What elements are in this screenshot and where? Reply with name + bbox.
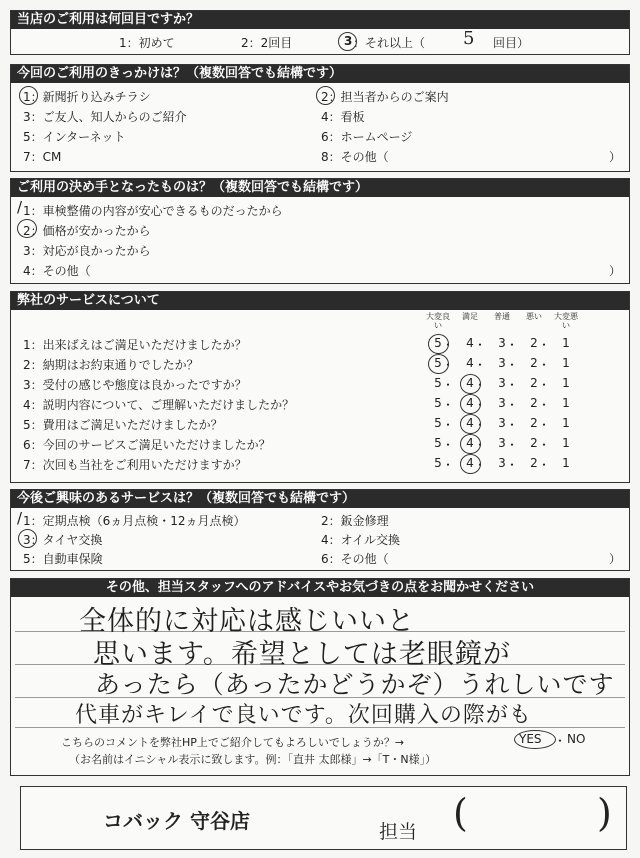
shop-name: コバック 守谷店 bbox=[103, 809, 250, 833]
rating-option-4-2[interactable]: 2 bbox=[530, 396, 538, 410]
consent-no[interactable]: NO bbox=[567, 732, 586, 746]
rating-dot-separator: ・ bbox=[474, 438, 487, 452]
rating-option-3-1[interactable]: 1 bbox=[562, 376, 570, 390]
rating-dot-separator: ・ bbox=[442, 378, 455, 392]
q2-item-2-label: ：担当者からのご案内 bbox=[328, 90, 449, 104]
q3-item-3-num: 3 bbox=[23, 244, 31, 258]
q2-item-3-label: ：ご友人、知人からのご紹介 bbox=[30, 110, 187, 124]
q2-item-2-num: 2 bbox=[321, 90, 329, 104]
rating-dot-separator: ・ bbox=[538, 378, 551, 392]
q3-item-3[interactable] bbox=[23, 242, 151, 259]
q1-header: 当店のご利用は何回目ですか？ bbox=[11, 11, 629, 29]
q2-item-8-label: ：その他（ bbox=[328, 150, 389, 164]
q3-item-4-num: 4 bbox=[23, 264, 31, 278]
rating-option-5-3[interactable]: 3 bbox=[498, 416, 506, 430]
rating-dot-separator: ・ bbox=[506, 438, 519, 452]
rating-dot-separator: ・ bbox=[538, 358, 551, 372]
q5-header: 今後ご興味のあるサービスは？（複数回答でも結構です） bbox=[11, 490, 629, 508]
q5-item-6-label: ：その他（ bbox=[328, 552, 389, 566]
rating-option-2-3[interactable]: 3 bbox=[498, 356, 506, 370]
hp-consent-question: こちらのコメントを弊社HP上でご紹介してもよろしいでしょうか？→ bbox=[61, 736, 405, 749]
q3-item-3-label: ：対応が良かったから bbox=[30, 244, 151, 258]
q2-item-5[interactable] bbox=[23, 128, 126, 145]
q1-section bbox=[10, 10, 630, 55]
rating-option-5-4[interactable]: 4 bbox=[466, 416, 474, 430]
q4-header: 弊社のサービスについて bbox=[11, 292, 629, 310]
comment-handwritten-line-3: あったら（あったかどうかぞ）うれしいです bbox=[95, 670, 615, 699]
q2-item-1-num: 1 bbox=[23, 90, 31, 104]
rating-question-5: 5：費用はご満足いただけましたか？ bbox=[23, 418, 223, 432]
rating-option-5-2[interactable]: 2 bbox=[530, 416, 538, 430]
q2-item-5-num: 5 bbox=[23, 130, 31, 144]
comment-handwritten-line-2: 思います。希望としては老眼鏡が bbox=[93, 639, 511, 670]
q3-item-2-num: 2 bbox=[23, 224, 31, 238]
q2-section bbox=[10, 64, 630, 172]
rating-dot-separator: ・ bbox=[474, 398, 487, 412]
q2-item-8-num: 8 bbox=[321, 150, 329, 164]
rating-question-1: 1：出来ばえはご満足いただけましたか？ bbox=[23, 338, 247, 352]
rating-question-4: 4：説明内容について、ご理解いただけましたか？ bbox=[23, 398, 295, 412]
rating-option-7-2[interactable]: 2 bbox=[530, 456, 538, 470]
q5-item-6[interactable] bbox=[321, 550, 389, 567]
rating-option-6-4[interactable]: 4 bbox=[466, 436, 474, 450]
q4-section bbox=[10, 291, 630, 483]
rating-option-5-1[interactable]: 1 bbox=[562, 416, 570, 430]
rating-dot-separator: ・ bbox=[538, 398, 551, 412]
footer-box bbox=[20, 786, 627, 850]
rating-dot-separator: ・ bbox=[442, 338, 455, 352]
rating-answer-circle-6 bbox=[460, 434, 481, 454]
q5-item-6-close: ） bbox=[609, 552, 622, 566]
rating-answer-circle-5 bbox=[460, 414, 481, 434]
q3-section bbox=[10, 178, 630, 284]
q6-section bbox=[10, 578, 630, 776]
q5-check-1: / bbox=[17, 509, 23, 527]
q2-item-8[interactable] bbox=[321, 148, 389, 165]
rating-answer-circle-7 bbox=[460, 454, 481, 474]
q5-item-5-label: ：自動車保険 bbox=[30, 552, 103, 566]
q3-item-4[interactable] bbox=[23, 262, 91, 279]
rating-answer-circle-2 bbox=[428, 354, 449, 374]
consent-separator: ・ bbox=[554, 734, 567, 748]
q5-item-4-num: 4 bbox=[321, 533, 329, 547]
q3-item-2[interactable] bbox=[23, 222, 151, 239]
rating-option-2-5[interactable]: 5 bbox=[434, 356, 442, 370]
rating-dot-separator: ・ bbox=[442, 458, 455, 472]
rating-option-1-1[interactable]: 1 bbox=[562, 336, 570, 350]
q2-item-6-num: 6 bbox=[321, 130, 329, 144]
rating-option-2-2[interactable]: 2 bbox=[530, 356, 538, 370]
rating-dot-separator: ・ bbox=[506, 338, 519, 352]
q5-item-3[interactable] bbox=[23, 531, 102, 548]
initials-note: （お名前はイニシャル表示に致します。例：「直井 太郎様」→「T・N様」） bbox=[69, 753, 437, 766]
rating-option-7-5[interactable]: 5 bbox=[434, 456, 442, 470]
rating-dot-separator: ・ bbox=[474, 338, 487, 352]
q5-item-2[interactable] bbox=[321, 512, 389, 529]
q5-item-6-num: 6 bbox=[321, 552, 329, 566]
rating-dot-separator: ・ bbox=[442, 438, 455, 452]
scale-header-1: 大変良い bbox=[426, 312, 450, 330]
q2-item-1-label: ：新聞折り込みチラシ bbox=[30, 90, 151, 104]
rating-option-6-5[interactable]: 5 bbox=[434, 436, 442, 450]
rating-option-3-4[interactable]: 4 bbox=[466, 376, 474, 390]
rating-option-1-2[interactable]: 2 bbox=[530, 336, 538, 350]
q1-option-3[interactable]: ：それ以上（ bbox=[353, 36, 426, 50]
q1-option-3-value[interactable]: 5 bbox=[463, 28, 475, 49]
q1-option-1[interactable]: 1：初めて bbox=[119, 36, 175, 50]
rating-option-7-3[interactable]: 3 bbox=[498, 456, 506, 470]
q2-item-4-num: 4 bbox=[321, 110, 329, 124]
rating-dot-separator: ・ bbox=[506, 398, 519, 412]
rating-answer-circle-4 bbox=[460, 394, 481, 414]
rating-option-2-4[interactable]: 4 bbox=[466, 356, 474, 370]
rating-option-5-5[interactable]: 5 bbox=[434, 416, 442, 430]
rating-question-6: 6：今回のサービスご満足いただけましたか？ bbox=[23, 438, 271, 452]
rating-answer-circle-3 bbox=[460, 374, 481, 394]
q1-option-3-num[interactable]: 3 bbox=[344, 34, 353, 48]
rating-dot-separator: ・ bbox=[506, 378, 519, 392]
q2-item-4-label: ：看板 bbox=[328, 110, 365, 124]
rating-option-6-1[interactable]: 1 bbox=[562, 436, 570, 450]
q5-item-4-label: ：オイル交換 bbox=[328, 533, 401, 547]
comment-handwritten-line-4: 代車がキレイで良いです。次回購入の際がも bbox=[75, 703, 532, 728]
q2-item-3-num: 3 bbox=[23, 110, 31, 124]
q2-item-6-label: ：ホームページ bbox=[328, 130, 413, 144]
q3-check-1: / bbox=[17, 198, 23, 216]
scale-header-2: 満足 bbox=[462, 312, 478, 321]
q3-item-1[interactable] bbox=[23, 202, 283, 219]
rating-dot-separator: ・ bbox=[474, 458, 487, 472]
staff-name-field[interactable] bbox=[476, 801, 596, 835]
scale-header-4: 悪い bbox=[526, 312, 542, 321]
q5-item-5-num: 5 bbox=[23, 552, 31, 566]
scale-header-3: 普通 bbox=[494, 312, 510, 321]
q5-item-2-label: ：鈑金修理 bbox=[328, 514, 389, 528]
q2-item-3[interactable] bbox=[23, 108, 187, 125]
rating-dot-separator: ・ bbox=[506, 358, 519, 372]
rating-dot-separator: ・ bbox=[506, 458, 519, 472]
staff-close-paren: ) bbox=[597, 791, 612, 835]
rating-option-4-5[interactable]: 5 bbox=[434, 396, 442, 410]
q3-item-4-close: ） bbox=[609, 264, 622, 278]
q2-item-5-label: ：インターネット bbox=[30, 130, 126, 144]
q5-section bbox=[10, 489, 630, 571]
q2-item-2[interactable] bbox=[321, 88, 449, 105]
rating-dot-separator: ・ bbox=[538, 438, 551, 452]
rating-dot-separator: ・ bbox=[442, 418, 455, 432]
q6-header: その他、担当スタッフへのアドバイスやお気づきの点をお聞かせください bbox=[11, 579, 629, 597]
q2-item-7-label: ：CM bbox=[30, 150, 62, 164]
q2-item-4[interactable] bbox=[321, 108, 365, 125]
scale-header-5: 大変悪い bbox=[554, 312, 578, 330]
rating-dot-separator: ・ bbox=[442, 398, 455, 412]
q3-item-2-label: ：価格が安かったから bbox=[30, 224, 151, 238]
rating-option-3-5[interactable]: 5 bbox=[434, 376, 442, 390]
rating-dot-separator: ・ bbox=[538, 338, 551, 352]
rating-dot-separator: ・ bbox=[474, 358, 487, 372]
staff-label: 担当 bbox=[379, 821, 418, 843]
rating-option-1-3[interactable]: 3 bbox=[498, 336, 506, 350]
q5-item-1-label: ：定期点検（6ヵ月点検・12ヵ月点検） bbox=[30, 514, 246, 528]
staff-open-paren: ( bbox=[453, 791, 468, 835]
q5-item-1[interactable] bbox=[23, 512, 246, 529]
q1-option-2[interactable]: 2：2回目 bbox=[241, 36, 293, 50]
rating-option-3-2[interactable]: 2 bbox=[530, 376, 538, 390]
q5-item-5[interactable] bbox=[23, 550, 103, 567]
rating-option-7-1[interactable]: 1 bbox=[562, 456, 570, 470]
rating-option-4-1[interactable]: 1 bbox=[562, 396, 570, 410]
q3-item-4-label: ：その他（ bbox=[30, 264, 91, 278]
rating-option-4-3[interactable]: 3 bbox=[498, 396, 506, 410]
rating-option-6-3[interactable]: 3 bbox=[498, 436, 506, 450]
rating-option-6-2[interactable]: 2 bbox=[530, 436, 538, 450]
q3-item-1-num: 1 bbox=[23, 204, 31, 218]
rating-option-4-4[interactable]: 4 bbox=[466, 396, 474, 410]
rating-question-7: 7：次回も当社をご利用いただけますか？ bbox=[23, 458, 247, 472]
rating-option-7-4[interactable]: 4 bbox=[466, 456, 474, 470]
q5-item-4[interactable] bbox=[321, 531, 400, 548]
rating-option-3-3[interactable]: 3 bbox=[498, 376, 506, 390]
rating-dot-separator: ・ bbox=[538, 458, 551, 472]
consent-yes[interactable]: YES bbox=[519, 732, 542, 746]
q5-item-3-label: ：タイヤ交換 bbox=[30, 533, 103, 547]
q2-item-7-num: 7 bbox=[23, 150, 31, 164]
rating-option-2-1[interactable]: 1 bbox=[562, 356, 570, 370]
rating-dot-separator: ・ bbox=[538, 418, 551, 432]
rating-dot-separator: ・ bbox=[474, 378, 487, 392]
q5-item-1-num: 1 bbox=[23, 514, 31, 528]
q3-item-1-label: ：車検整備の内容が安心できるものだったから bbox=[30, 204, 283, 218]
rating-dot-separator: ・ bbox=[506, 418, 519, 432]
q1-option-3-suffix: 回目） bbox=[493, 36, 530, 50]
rating-question-2: 2：納期はお約束通りでしたか？ bbox=[23, 358, 199, 372]
q3-header: ご利用の決め手となったものは？（複数回答でも結構です） bbox=[11, 179, 629, 197]
q2-item-8-close: ） bbox=[609, 150, 622, 164]
q2-item-6[interactable] bbox=[321, 128, 412, 145]
comment-handwritten-line-1: 全体的に対応は感じいいと bbox=[79, 606, 415, 637]
rating-option-1-5[interactable]: 5 bbox=[434, 336, 442, 350]
rating-dot-separator: ・ bbox=[474, 418, 487, 432]
rating-option-1-4[interactable]: 4 bbox=[466, 336, 474, 350]
q2-item-1[interactable] bbox=[23, 88, 151, 105]
rating-answer-circle-1 bbox=[428, 334, 449, 354]
q2-item-7[interactable] bbox=[23, 148, 61, 165]
rating-question-3: 3：受付の感じや態度は良かったですか？ bbox=[23, 378, 247, 392]
rating-dot-separator: ・ bbox=[442, 358, 455, 372]
q2-header: 今回のご利用のきっかけは？（複数回答でも結構です） bbox=[11, 65, 629, 83]
q5-item-3-num: 3 bbox=[23, 533, 31, 547]
q5-item-2-num: 2 bbox=[321, 514, 329, 528]
